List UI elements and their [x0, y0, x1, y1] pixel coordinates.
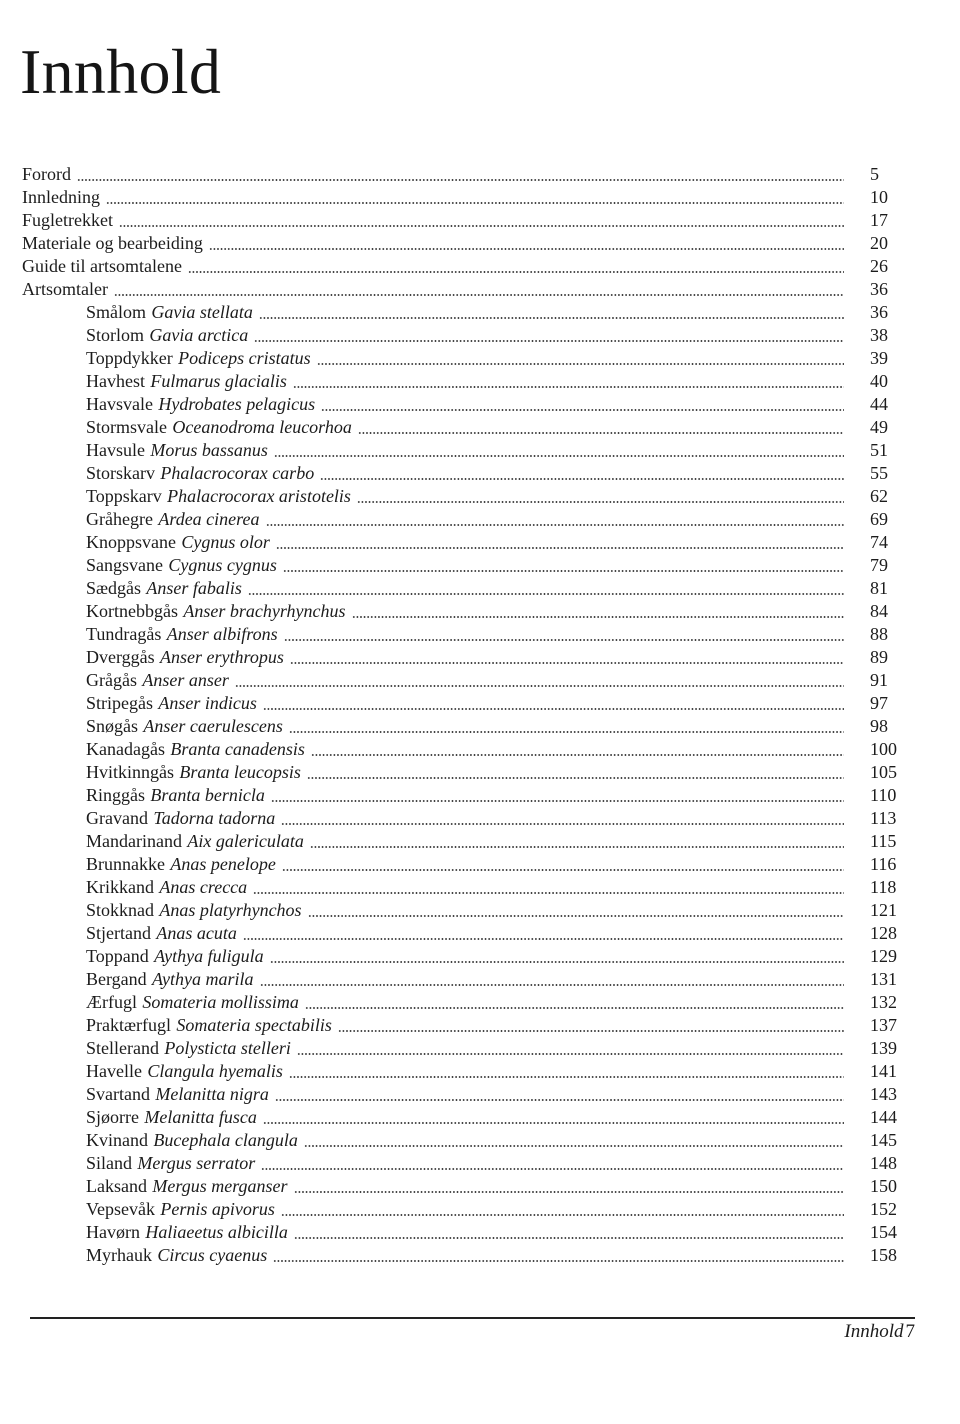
entry-page-number: 55	[870, 463, 888, 483]
entry-title: Guide til artsomtalene	[22, 256, 182, 276]
dot-leader	[307, 777, 844, 779]
toc-subentry	[22, 324, 935, 347]
toc-subentry	[22, 715, 935, 738]
dot-leader	[106, 202, 844, 204]
entry-label	[86, 1244, 267, 1267]
dot-leader	[290, 662, 844, 664]
entry-label	[86, 1083, 269, 1106]
entry-label	[86, 1221, 288, 1244]
entry-latin-name: Bucephala clangula	[153, 1130, 298, 1150]
dot-leader	[338, 1030, 844, 1032]
entry-label	[86, 416, 352, 439]
entry-label	[86, 508, 260, 531]
entry-label	[86, 554, 277, 577]
entry-label	[86, 1198, 275, 1221]
entry-page-number: 36	[870, 302, 888, 322]
entry-latin-name: Anas crecca	[159, 877, 248, 897]
entry-title: Sangsvane	[86, 555, 163, 575]
dot-leader	[209, 248, 844, 250]
entry-latin-name: Melanitta nigra	[155, 1084, 269, 1104]
toc-subentry	[22, 554, 935, 577]
page-title: Innhold	[20, 36, 222, 107]
entry-label	[86, 1175, 288, 1198]
entry-label	[86, 439, 268, 462]
entry-title: Gravand	[86, 808, 148, 828]
entry-latin-name: Anser brachyrhynchus	[183, 601, 346, 621]
entry-latin-name: Gavia arctica	[149, 325, 249, 345]
entry-label	[22, 163, 71, 186]
page-number: 7	[905, 1321, 915, 1342]
toc-subentry	[22, 439, 935, 462]
entry-latin-name: Tadorna tadorna	[153, 808, 276, 828]
dot-leader	[119, 225, 844, 227]
entry-latin-name: Anser albifrons	[166, 624, 278, 644]
entry-latin-name: Podiceps cristatus	[178, 348, 311, 368]
dot-leader	[311, 754, 844, 756]
entry-title: Gråhegre	[86, 509, 153, 529]
entry-label	[86, 600, 346, 623]
entry-latin-name: Melanitta fusca	[144, 1107, 257, 1127]
entry-latin-name: Branta bernicla	[150, 785, 265, 805]
entry-title: Toppskarv	[86, 486, 162, 506]
dot-leader	[261, 1168, 844, 1170]
entry-latin-name: Phalacrocorax aristotelis	[167, 486, 351, 506]
toc-entry	[22, 209, 935, 232]
toc-entry	[22, 278, 935, 301]
toc-subentry	[22, 922, 935, 945]
dot-leader	[254, 340, 844, 342]
table-of-contents	[22, 163, 935, 1267]
entry-latin-name: Ardea cinerea	[158, 509, 260, 529]
entry-label	[86, 462, 314, 485]
toc-subentry	[22, 1221, 935, 1244]
entry-latin-name: Branta canadensis	[170, 739, 305, 759]
entry-latin-name: Branta leucopsis	[179, 762, 301, 782]
entry-title: Dverggås	[86, 647, 155, 667]
toc-subentry	[22, 1198, 935, 1221]
entry-latin-name: Anser caerulescens	[143, 716, 283, 736]
entry-label	[86, 784, 265, 807]
entry-label	[22, 186, 100, 209]
dot-leader	[317, 363, 844, 365]
entry-page-number: 129	[870, 946, 897, 966]
entry-page-number: 5	[870, 164, 879, 184]
entry-title: Materiale og bearbeiding	[22, 233, 203, 253]
dot-leader	[294, 1191, 844, 1193]
toc-subentry	[22, 600, 935, 623]
dot-leader	[281, 823, 844, 825]
entry-page-number: 121	[870, 900, 897, 920]
entry-label	[86, 393, 315, 416]
entry-page-number: 141	[870, 1061, 897, 1081]
entry-page-number: 17	[870, 210, 888, 230]
entry-label	[86, 738, 305, 761]
toc-subentry	[22, 301, 935, 324]
entry-latin-name: Anser indicus	[158, 693, 257, 713]
toc-subentry	[22, 968, 935, 991]
entry-latin-name: Somateria mollissima	[142, 992, 299, 1012]
entry-page-number: 84	[870, 601, 888, 621]
entry-title: Havsvale	[86, 394, 153, 414]
entry-page-number: 118	[870, 877, 897, 897]
entry-title: Vepsevåk	[86, 1199, 155, 1219]
entry-page-number: 115	[870, 831, 897, 851]
entry-title: Innledning	[22, 187, 100, 207]
entry-latin-name: Mergus serrator	[137, 1153, 256, 1173]
dot-leader	[357, 501, 844, 503]
entry-page-number: 97	[870, 693, 888, 713]
entry-label	[86, 1037, 291, 1060]
entry-label	[86, 715, 283, 738]
entry-latin-name: Aix galericulata	[187, 831, 304, 851]
toc-subentry	[22, 784, 935, 807]
toc-subentry	[22, 623, 935, 646]
entry-title: Krikkand	[86, 877, 154, 897]
entry-title: Tundragås	[86, 624, 162, 644]
entry-label	[86, 370, 287, 393]
entry-latin-name: Phalacrocorax carbo	[160, 463, 315, 483]
entry-page-number: 38	[870, 325, 888, 345]
toc-subentry	[22, 1152, 935, 1175]
toc-subentry	[22, 876, 935, 899]
entry-latin-name: Anas platyrhynchos	[159, 900, 302, 920]
dot-leader	[266, 524, 845, 526]
entry-label	[86, 669, 229, 692]
entry-label	[22, 255, 182, 278]
entry-title: Havsule	[86, 440, 145, 460]
toc-entry	[22, 186, 935, 209]
dot-leader	[284, 639, 844, 641]
dot-leader	[275, 1099, 844, 1101]
dot-leader	[263, 708, 844, 710]
entry-title: Stripegås	[86, 693, 153, 713]
entry-page-number: 39	[870, 348, 888, 368]
entry-title: Siland	[86, 1153, 133, 1173]
entry-title: Ringgås	[86, 785, 146, 805]
entry-page-number: 91	[870, 670, 888, 690]
entry-title: Stokknad	[86, 900, 155, 920]
entry-label	[86, 1152, 255, 1175]
entry-label	[86, 1014, 332, 1037]
dot-leader	[271, 800, 844, 802]
entry-title: Laksand	[86, 1176, 147, 1196]
toc-subentry	[22, 577, 935, 600]
entry-label	[86, 1060, 283, 1083]
toc-subentry	[22, 485, 935, 508]
entry-latin-name: Polysticta stelleri	[164, 1038, 291, 1058]
entry-title: Myrhauk	[86, 1245, 152, 1265]
entry-label	[86, 1106, 257, 1129]
toc-subentry	[22, 1060, 935, 1083]
entry-latin-name: Hydrobates pelagicus	[158, 394, 316, 414]
entry-page-number: 36	[870, 279, 888, 299]
toc-subentry	[22, 807, 935, 830]
entry-page-number: 143	[870, 1084, 897, 1104]
entry-label	[86, 485, 351, 508]
dot-leader	[358, 432, 844, 434]
dot-leader	[243, 938, 844, 940]
dot-leader	[289, 731, 844, 733]
entry-page-number: 113	[870, 808, 897, 828]
entry-page-number: 10	[870, 187, 888, 207]
entry-label	[86, 646, 284, 669]
entry-label	[86, 761, 301, 784]
entry-title: Ærfugl	[86, 992, 137, 1012]
dot-leader	[320, 478, 844, 480]
entry-page-number: 158	[870, 1245, 897, 1265]
toc-subentry	[22, 646, 935, 669]
page-folio	[844, 1320, 915, 1344]
toc-subentry	[22, 945, 935, 968]
entry-label	[86, 692, 257, 715]
running-title: Innhold	[844, 1321, 904, 1342]
entry-page-number: 110	[870, 785, 897, 805]
entry-label	[86, 807, 275, 830]
entry-title: Kanadagås	[86, 739, 165, 759]
dot-leader	[321, 409, 844, 411]
entry-latin-name: Cygnus cygnus	[168, 555, 277, 575]
entry-latin-name: Haliaeetus albicilla	[145, 1222, 288, 1242]
toc-subentry	[22, 416, 935, 439]
dot-leader	[282, 869, 844, 871]
entry-title: Stellerand	[86, 1038, 159, 1058]
entry-title: Stjertand	[86, 923, 151, 943]
entry-page-number: 154	[870, 1222, 897, 1242]
entry-latin-name: Anser fabalis	[146, 578, 242, 598]
entry-latin-name: Mergus merganser	[152, 1176, 288, 1196]
entry-latin-name: Aythya marila	[152, 969, 254, 989]
entry-label	[86, 945, 264, 968]
entry-page-number: 148	[870, 1153, 897, 1173]
entry-latin-name: Clangula hyemalis	[147, 1061, 283, 1081]
entry-title: Havelle	[86, 1061, 142, 1081]
entry-title: Toppand	[86, 946, 149, 966]
entry-page-number: 131	[870, 969, 897, 989]
entry-latin-name: Anser anser	[142, 670, 229, 690]
entry-label	[86, 1129, 298, 1152]
entry-latin-name: Pernis apivorus	[160, 1199, 275, 1219]
toc-subentry	[22, 899, 935, 922]
toc-subentry	[22, 393, 935, 416]
entry-title: Mandarinand	[86, 831, 182, 851]
entry-latin-name: Fulmarus glacialis	[150, 371, 287, 391]
dot-leader	[260, 984, 844, 986]
entry-label	[86, 301, 253, 324]
entry-title: Hvitkinngås	[86, 762, 174, 782]
entry-label	[86, 991, 299, 1014]
entry-label	[86, 876, 247, 899]
toc-entry	[22, 163, 935, 186]
dot-leader	[77, 179, 844, 181]
entry-label	[86, 623, 278, 646]
entry-latin-name: Somateria spectabilis	[176, 1015, 332, 1035]
dot-leader	[352, 616, 844, 618]
entry-title: Svartand	[86, 1084, 150, 1104]
entry-page-number: 69	[870, 509, 888, 529]
entry-label	[86, 899, 302, 922]
toc-subentry	[22, 508, 935, 531]
dot-leader	[273, 1260, 844, 1262]
dot-leader	[281, 1214, 844, 1216]
footer-rule	[30, 1317, 915, 1319]
entry-page-number: 81	[870, 578, 888, 598]
dot-leader	[308, 915, 844, 917]
entry-title: Forord	[22, 164, 71, 184]
dot-leader	[235, 685, 844, 687]
toc-subentry	[22, 853, 935, 876]
toc-subentry	[22, 462, 935, 485]
entry-page-number: 144	[870, 1107, 897, 1127]
dot-leader	[310, 846, 844, 848]
entry-page-number: 49	[870, 417, 888, 437]
dot-leader	[304, 1145, 844, 1147]
dot-leader	[248, 593, 844, 595]
entry-title: Knoppsvane	[86, 532, 176, 552]
entry-page-number: 105	[870, 762, 897, 782]
toc-subentry	[22, 531, 935, 554]
entry-page-number: 40	[870, 371, 888, 391]
toc-subentry	[22, 1037, 935, 1060]
entry-page-number: 62	[870, 486, 888, 506]
toc-subentry	[22, 1014, 935, 1037]
entry-title: Fugletrekket	[22, 210, 113, 230]
dot-leader	[263, 1122, 844, 1124]
entry-title: Sædgås	[86, 578, 142, 598]
entry-latin-name: Anas penelope	[170, 854, 276, 874]
entry-latin-name: Anser erythropus	[160, 647, 284, 667]
entry-title: Stormsvale	[86, 417, 167, 437]
entry-page-number: 88	[870, 624, 888, 644]
entry-title: Sjøorre	[86, 1107, 139, 1127]
entry-label	[86, 324, 248, 347]
toc-subentry	[22, 761, 935, 784]
entry-title: Grågås	[86, 670, 137, 690]
toc-subentry	[22, 1106, 935, 1129]
entry-latin-name: Gavia stellata	[151, 302, 253, 322]
entry-title: Storlom	[86, 325, 145, 345]
toc-subentry	[22, 347, 935, 370]
entry-title: Storskarv	[86, 463, 155, 483]
entry-latin-name: Oceanodroma leucorhoa	[172, 417, 352, 437]
entry-title: Kortnebbgås	[86, 601, 178, 621]
entry-latin-name: Cygnus olor	[181, 532, 270, 552]
dot-leader	[294, 1237, 844, 1239]
toc-subentry	[22, 830, 935, 853]
entry-page-number: 145	[870, 1130, 897, 1150]
entry-page-number: 89	[870, 647, 888, 667]
dot-leader	[188, 271, 844, 273]
toc-subentry	[22, 1175, 935, 1198]
entry-label	[86, 830, 304, 853]
dot-leader	[297, 1053, 844, 1055]
toc-subentry	[22, 1083, 935, 1106]
dot-leader	[270, 961, 844, 963]
entry-title: Havhest	[86, 371, 145, 391]
entry-title: Toppdykker	[86, 348, 173, 368]
toc-entry	[22, 232, 935, 255]
toc-subentry	[22, 669, 935, 692]
toc-subentry	[22, 738, 935, 761]
entry-label	[86, 347, 311, 370]
entry-page-number: 116	[870, 854, 897, 874]
entry-title: Praktærfugl	[86, 1015, 171, 1035]
dot-leader	[283, 570, 844, 572]
entry-title: Kvinand	[86, 1130, 148, 1150]
dot-leader	[305, 1007, 844, 1009]
entry-page-number: 74	[870, 532, 888, 552]
dot-leader	[276, 547, 844, 549]
entry-page-number: 137	[870, 1015, 897, 1035]
dot-leader	[274, 455, 844, 457]
dot-leader	[289, 1076, 844, 1078]
entry-page-number: 51	[870, 440, 888, 460]
entry-page-number: 98	[870, 716, 888, 736]
entry-page-number: 26	[870, 256, 888, 276]
entry-title: Havørn	[86, 1222, 140, 1242]
entry-page-number: 20	[870, 233, 888, 253]
entry-page-number: 44	[870, 394, 888, 414]
dot-leader	[293, 386, 844, 388]
toc-entry	[22, 255, 935, 278]
entry-latin-name: Circus cyaenus	[157, 1245, 268, 1265]
toc-subentry	[22, 1244, 935, 1267]
entry-title: Artsomtaler	[22, 279, 108, 299]
entry-label	[22, 209, 113, 232]
entry-label	[86, 922, 237, 945]
entry-latin-name: Aythya fuligula	[154, 946, 264, 966]
entry-page-number: 132	[870, 992, 897, 1012]
entry-page-number: 139	[870, 1038, 897, 1058]
entry-label	[86, 531, 270, 554]
entry-page-number: 128	[870, 923, 897, 943]
entry-title: Bergand	[86, 969, 147, 989]
entry-latin-name: Morus bassanus	[150, 440, 268, 460]
entry-label	[22, 232, 203, 255]
toc-subentry	[22, 991, 935, 1014]
dot-leader	[259, 317, 844, 319]
toc-subentry	[22, 370, 935, 393]
entry-page-number: 100	[870, 739, 897, 759]
entry-page-number: 79	[870, 555, 888, 575]
dot-leader	[253, 892, 844, 894]
entry-label	[86, 853, 276, 876]
dot-leader	[114, 294, 844, 296]
entry-label	[86, 968, 254, 991]
entry-label	[22, 278, 108, 301]
entry-page-number: 150	[870, 1176, 897, 1196]
toc-subentry	[22, 1129, 935, 1152]
entry-title: Smålom	[86, 302, 147, 322]
entry-title: Brunnakke	[86, 854, 165, 874]
entry-title: Snøgås	[86, 716, 139, 736]
entry-latin-name: Anas acuta	[156, 923, 237, 943]
entry-label	[86, 577, 242, 600]
toc-subentry	[22, 692, 935, 715]
entry-page-number: 152	[870, 1199, 897, 1219]
